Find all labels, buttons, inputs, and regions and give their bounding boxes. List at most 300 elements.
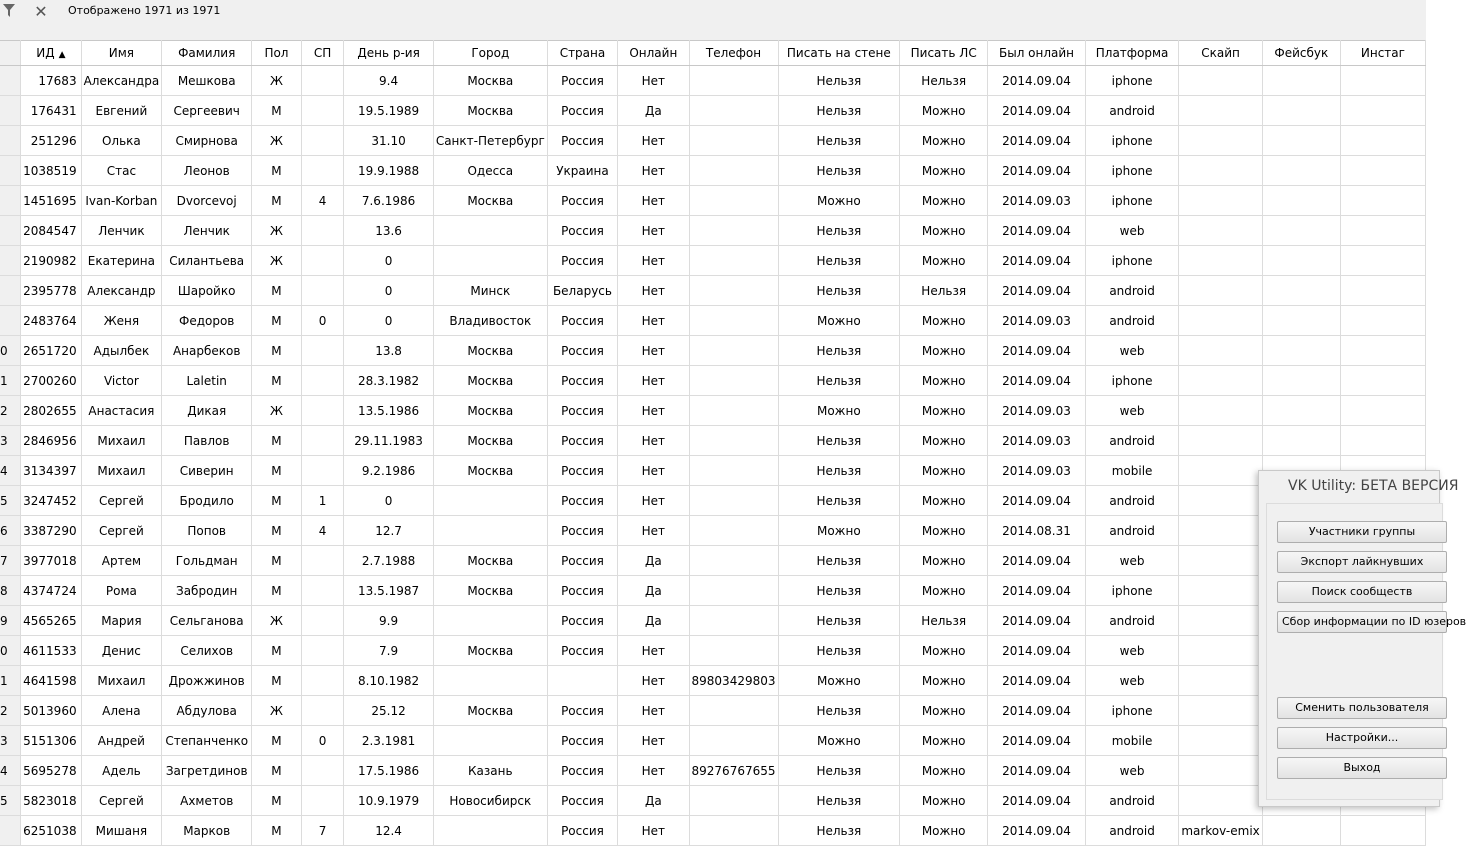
table-row[interactable] (0, 756, 1426, 786)
cell-relationship[interactable] (301, 606, 344, 636)
cell-birthday[interactable]: 2.7.1988 (344, 546, 433, 576)
cell-city[interactable]: Москва (433, 546, 547, 576)
cell-relationship[interactable] (301, 576, 344, 606)
cell-platform[interactable]: web (1085, 636, 1178, 666)
cell-first-name[interactable]: Сергей (81, 516, 162, 546)
cell-city[interactable]: Одесса (433, 156, 547, 186)
cell-sex[interactable]: М (252, 636, 302, 666)
cell-last-seen[interactable]: 2014.09.04 (988, 276, 1086, 306)
cell-instagram[interactable] (1340, 246, 1425, 276)
cell-platform[interactable]: android (1085, 516, 1178, 546)
row-number[interactable]: 1 (0, 666, 21, 696)
row-number[interactable] (0, 246, 21, 276)
cell-first-name[interactable]: Сергей (81, 786, 162, 816)
cell-id[interactable]: 2651720 (21, 336, 81, 366)
cell-private-messages[interactable]: Нельзя (900, 66, 988, 96)
cell-first-name[interactable]: Михаил (81, 456, 162, 486)
column-header-relationship[interactable] (301, 41, 344, 66)
cell-last-seen[interactable]: 2014.09.04 (988, 336, 1086, 366)
cell-platform[interactable]: web (1085, 336, 1178, 366)
cell-online[interactable]: Нет (618, 366, 689, 396)
cell-instagram[interactable] (1340, 186, 1425, 216)
cell-city[interactable]: Москва (433, 576, 547, 606)
cell-relationship[interactable] (301, 636, 344, 666)
cell-facebook[interactable] (1262, 126, 1340, 156)
cell-last-name[interactable]: Попов (162, 516, 252, 546)
cell-online[interactable]: Нет (618, 156, 689, 186)
cell-facebook[interactable] (1262, 306, 1340, 336)
cell-online[interactable]: Да (618, 786, 689, 816)
cell-birthday[interactable]: 9.4 (344, 66, 433, 96)
cell-sex[interactable]: М (252, 726, 302, 756)
clear-filter-icon[interactable]: ✕ (34, 1, 48, 21)
cell-city[interactable] (433, 816, 547, 846)
column-header-last-name[interactable] (162, 41, 252, 66)
cell-platform[interactable]: iphone (1085, 696, 1178, 726)
cell-last-name[interactable]: Сиверин (162, 456, 252, 486)
cell-online[interactable]: Нет (618, 276, 689, 306)
cell-phone[interactable] (689, 486, 778, 516)
cell-id[interactable]: 1451695 (21, 186, 81, 216)
cell-sex[interactable]: Ж (252, 246, 302, 276)
cell-id[interactable]: 5823018 (21, 786, 81, 816)
cell-city[interactable] (433, 246, 547, 276)
row-number[interactable]: 2 (0, 396, 21, 426)
change-user-button[interactable]: Сменить пользователя (1277, 697, 1447, 719)
cell-private-messages[interactable]: Можно (900, 366, 988, 396)
table-row[interactable] (0, 516, 1426, 546)
cell-first-name[interactable]: Екатерина (81, 246, 162, 276)
cell-id[interactable]: 2483764 (21, 306, 81, 336)
cell-private-messages[interactable]: Можно (900, 456, 988, 486)
cell-birthday[interactable]: 0 (344, 306, 433, 336)
cell-platform[interactable]: iphone (1085, 246, 1178, 276)
table-row[interactable] (0, 426, 1426, 456)
cell-birthday[interactable]: 0 (344, 246, 433, 276)
cell-relationship[interactable] (301, 246, 344, 276)
cell-country[interactable] (547, 666, 617, 696)
table-row[interactable] (0, 96, 1426, 126)
cell-wall-posting[interactable]: Нельзя (778, 486, 900, 516)
cell-skype[interactable] (1179, 606, 1262, 636)
cell-skype[interactable] (1179, 396, 1262, 426)
cell-birthday[interactable]: 12.4 (344, 816, 433, 846)
cell-country[interactable]: Россия (547, 366, 617, 396)
cell-last-seen[interactable]: 2014.09.03 (988, 306, 1086, 336)
collect-info-by-id-button[interactable]: Сбор информации по ID юзеров (1277, 611, 1447, 633)
row-number[interactable]: 5 (0, 786, 21, 816)
table-row[interactable] (0, 636, 1426, 666)
cell-id[interactable]: 2395778 (21, 276, 81, 306)
cell-private-messages[interactable]: Можно (900, 426, 988, 456)
column-header-skype[interactable] (1179, 41, 1262, 66)
cell-last-name[interactable]: Бродило (162, 486, 252, 516)
cell-last-seen[interactable]: 2014.09.04 (988, 366, 1086, 396)
cell-country[interactable]: Россия (547, 576, 617, 606)
cell-country[interactable]: Россия (547, 756, 617, 786)
cell-private-messages[interactable]: Можно (900, 126, 988, 156)
cell-city[interactable] (433, 486, 547, 516)
cell-platform[interactable]: iphone (1085, 366, 1178, 396)
cell-birthday[interactable]: 25.12 (344, 696, 433, 726)
cell-sex[interactable]: М (252, 756, 302, 786)
cell-birthday[interactable]: 19.5.1989 (344, 96, 433, 126)
cell-instagram[interactable] (1340, 426, 1425, 456)
cell-last-name[interactable]: Загретдинов (162, 756, 252, 786)
corner-cell[interactable] (0, 41, 21, 66)
cell-skype[interactable] (1179, 66, 1262, 96)
row-number[interactable]: 8 (0, 576, 21, 606)
cell-last-seen[interactable]: 2014.09.04 (988, 756, 1086, 786)
cell-relationship[interactable] (301, 216, 344, 246)
cell-phone[interactable] (689, 366, 778, 396)
cell-first-name[interactable]: Денис (81, 636, 162, 666)
cell-phone[interactable] (689, 66, 778, 96)
cell-id[interactable]: 3387290 (21, 516, 81, 546)
cell-skype[interactable] (1179, 696, 1262, 726)
cell-online[interactable]: Нет (618, 336, 689, 366)
cell-facebook[interactable] (1262, 156, 1340, 186)
cell-last-name[interactable]: Степанченко (162, 726, 252, 756)
cell-instagram[interactable] (1340, 216, 1425, 246)
column-header-phone[interactable] (689, 41, 778, 66)
column-header-online[interactable] (618, 41, 689, 66)
cell-city[interactable]: Москва (433, 96, 547, 126)
cell-phone[interactable] (689, 546, 778, 576)
table-row[interactable] (0, 156, 1426, 186)
cell-birthday[interactable]: 13.6 (344, 216, 433, 246)
table-row[interactable] (0, 306, 1426, 336)
table-row[interactable] (0, 456, 1426, 486)
row-number[interactable]: 3 (0, 426, 21, 456)
cell-id[interactable]: 5151306 (21, 726, 81, 756)
cell-country[interactable]: Россия (547, 306, 617, 336)
cell-first-name[interactable]: Андрей (81, 726, 162, 756)
cell-last-seen[interactable]: 2014.09.03 (988, 396, 1086, 426)
cell-platform[interactable]: web (1085, 546, 1178, 576)
cell-phone[interactable] (689, 336, 778, 366)
cell-last-name[interactable]: Павлов (162, 426, 252, 456)
cell-relationship[interactable] (301, 366, 344, 396)
cell-online[interactable]: Нет (618, 696, 689, 726)
cell-platform[interactable]: mobile (1085, 726, 1178, 756)
cell-country[interactable]: Россия (547, 186, 617, 216)
row-number[interactable]: 4 (0, 756, 21, 786)
cell-last-seen[interactable]: 2014.09.03 (988, 456, 1086, 486)
cell-relationship[interactable] (301, 696, 344, 726)
cell-id[interactable]: 176431 (21, 96, 81, 126)
cell-sex[interactable]: М (252, 96, 302, 126)
cell-wall-posting[interactable]: Нельзя (778, 636, 900, 666)
cell-country[interactable]: Россия (547, 546, 617, 576)
row-number[interactable]: 9 (0, 606, 21, 636)
cell-first-name[interactable]: Артем (81, 546, 162, 576)
cell-skype[interactable] (1179, 186, 1262, 216)
cell-relationship[interactable] (301, 156, 344, 186)
cell-birthday[interactable]: 9.2.1986 (344, 456, 433, 486)
table-row[interactable] (0, 576, 1426, 606)
cell-sex[interactable]: М (252, 426, 302, 456)
cell-relationship[interactable] (301, 396, 344, 426)
cell-online[interactable]: Да (618, 546, 689, 576)
cell-last-seen[interactable]: 2014.09.03 (988, 426, 1086, 456)
cell-facebook[interactable] (1262, 366, 1340, 396)
table-row[interactable] (0, 276, 1426, 306)
cell-id[interactable]: 2846956 (21, 426, 81, 456)
cell-skype[interactable] (1179, 426, 1262, 456)
cell-last-seen[interactable]: 2014.09.04 (988, 636, 1086, 666)
cell-skype[interactable] (1179, 336, 1262, 366)
cell-private-messages[interactable]: Можно (900, 726, 988, 756)
search-communities-button[interactable]: Поиск сообществ (1277, 581, 1447, 603)
cell-online[interactable]: Нет (618, 66, 689, 96)
cell-relationship[interactable] (301, 96, 344, 126)
cell-private-messages[interactable]: Можно (900, 546, 988, 576)
row-number[interactable]: 5 (0, 486, 21, 516)
cell-online[interactable]: Нет (618, 816, 689, 846)
cell-birthday[interactable]: 12.7 (344, 516, 433, 546)
cell-city[interactable]: Москва (433, 336, 547, 366)
table-row[interactable] (0, 126, 1426, 156)
cell-skype[interactable] (1179, 726, 1262, 756)
cell-wall-posting[interactable]: Нельзя (778, 126, 900, 156)
cell-online[interactable]: Нет (618, 186, 689, 216)
cell-sex[interactable]: М (252, 186, 302, 216)
cell-platform[interactable]: iphone (1085, 576, 1178, 606)
cell-relationship[interactable] (301, 666, 344, 696)
cell-phone[interactable]: 89276767655 (689, 756, 778, 786)
cell-relationship[interactable]: 4 (301, 186, 344, 216)
cell-last-seen[interactable]: 2014.09.04 (988, 786, 1086, 816)
row-number[interactable] (0, 276, 21, 306)
cell-id[interactable]: 3977018 (21, 546, 81, 576)
cell-phone[interactable] (689, 606, 778, 636)
cell-sex[interactable]: Ж (252, 126, 302, 156)
cell-first-name[interactable]: Ivan-Korban (81, 186, 162, 216)
cell-facebook[interactable] (1262, 336, 1340, 366)
cell-last-name[interactable]: Силантьева (162, 246, 252, 276)
cell-online[interactable]: Да (618, 606, 689, 636)
cell-phone[interactable] (689, 636, 778, 666)
table-row[interactable] (0, 66, 1426, 96)
cell-last-name[interactable]: Шаройко (162, 276, 252, 306)
cell-last-name[interactable]: Dvorcevoj (162, 186, 252, 216)
cell-instagram[interactable] (1340, 366, 1425, 396)
cell-wall-posting[interactable]: Нельзя (778, 456, 900, 486)
cell-first-name[interactable]: Александра (81, 66, 162, 96)
cell-id[interactable]: 4374724 (21, 576, 81, 606)
cell-wall-posting[interactable]: Нельзя (778, 606, 900, 636)
cell-online[interactable]: Нет (618, 306, 689, 336)
cell-platform[interactable]: android (1085, 306, 1178, 336)
cell-first-name[interactable]: Victor (81, 366, 162, 396)
cell-skype[interactable] (1179, 216, 1262, 246)
cell-wall-posting[interactable]: Можно (778, 726, 900, 756)
column-header-platform[interactable] (1085, 41, 1178, 66)
cell-facebook[interactable] (1262, 246, 1340, 276)
cell-phone[interactable] (689, 156, 778, 186)
cell-wall-posting[interactable]: Нельзя (778, 216, 900, 246)
cell-id[interactable]: 251296 (21, 126, 81, 156)
cell-city[interactable]: Казань (433, 756, 547, 786)
cell-phone[interactable] (689, 516, 778, 546)
cell-last-name[interactable]: Анарбеков (162, 336, 252, 366)
row-number[interactable]: 2 (0, 696, 21, 726)
cell-birthday[interactable]: 13.5.1986 (344, 396, 433, 426)
cell-country[interactable]: Россия (547, 126, 617, 156)
cell-private-messages[interactable]: Можно (900, 636, 988, 666)
cell-first-name[interactable]: Рома (81, 576, 162, 606)
table-row[interactable] (0, 216, 1426, 246)
cell-city[interactable]: Москва (433, 396, 547, 426)
cell-relationship[interactable]: 0 (301, 306, 344, 336)
cell-private-messages[interactable]: Можно (900, 396, 988, 426)
cell-last-seen[interactable]: 2014.09.04 (988, 576, 1086, 606)
cell-relationship[interactable]: 0 (301, 726, 344, 756)
column-header-first-name[interactable] (81, 41, 162, 66)
cell-wall-posting[interactable]: Нельзя (778, 696, 900, 726)
row-number[interactable] (0, 816, 21, 846)
cell-phone[interactable] (689, 786, 778, 816)
row-number[interactable] (0, 96, 21, 126)
cell-phone[interactable] (689, 426, 778, 456)
cell-relationship[interactable] (301, 756, 344, 786)
cell-birthday[interactable]: 7.9 (344, 636, 433, 666)
cell-platform[interactable]: web (1085, 216, 1178, 246)
cell-city[interactable]: Владивосток (433, 306, 547, 336)
cell-last-name[interactable]: Ахметов (162, 786, 252, 816)
cell-last-name[interactable]: Федоров (162, 306, 252, 336)
cell-first-name[interactable]: Анастасия (81, 396, 162, 426)
cell-private-messages[interactable]: Можно (900, 576, 988, 606)
row-number[interactable]: 6 (0, 516, 21, 546)
cell-facebook[interactable] (1262, 96, 1340, 126)
cell-birthday[interactable]: 17.5.1986 (344, 756, 433, 786)
column-header-country[interactable] (547, 41, 617, 66)
cell-relationship[interactable] (301, 66, 344, 96)
cell-sex[interactable]: Ж (252, 66, 302, 96)
cell-id[interactable]: 1038519 (21, 156, 81, 186)
cell-skype[interactable] (1179, 276, 1262, 306)
cell-relationship[interactable] (301, 456, 344, 486)
table-row[interactable] (0, 246, 1426, 276)
cell-private-messages[interactable]: Можно (900, 186, 988, 216)
cell-phone[interactable] (689, 216, 778, 246)
cell-online[interactable]: Да (618, 576, 689, 606)
cell-city[interactable]: Москва (433, 636, 547, 666)
cell-last-name[interactable]: Дрожжинов (162, 666, 252, 696)
cell-last-seen[interactable]: 2014.09.04 (988, 486, 1086, 516)
cell-sex[interactable]: М (252, 546, 302, 576)
cell-facebook[interactable] (1262, 186, 1340, 216)
cell-platform[interactable]: android (1085, 816, 1178, 846)
cell-first-name[interactable]: Мария (81, 606, 162, 636)
exit-button[interactable]: Выход (1277, 757, 1447, 779)
cell-wall-posting[interactable]: Можно (778, 186, 900, 216)
cell-wall-posting[interactable]: Нельзя (778, 786, 900, 816)
cell-country[interactable]: Россия (547, 426, 617, 456)
cell-sex[interactable]: Ж (252, 606, 302, 636)
cell-phone[interactable] (689, 816, 778, 846)
cell-country[interactable]: Россия (547, 486, 617, 516)
cell-last-seen[interactable]: 2014.09.04 (988, 126, 1086, 156)
cell-city[interactable]: Москва (433, 66, 547, 96)
cell-first-name[interactable]: Ленчик (81, 216, 162, 246)
cell-birthday[interactable]: 10.9.1979 (344, 786, 433, 816)
cell-last-name[interactable]: Гольдман (162, 546, 252, 576)
cell-id[interactable]: 6251038 (21, 816, 81, 846)
column-header-id[interactable] (21, 41, 81, 66)
cell-private-messages[interactable]: Можно (900, 666, 988, 696)
cell-facebook[interactable] (1262, 66, 1340, 96)
cell-birthday[interactable]: 19.9.1988 (344, 156, 433, 186)
cell-sex[interactable]: М (252, 456, 302, 486)
cell-city[interactable]: Москва (433, 186, 547, 216)
cell-sex[interactable]: Ж (252, 696, 302, 726)
cell-city[interactable]: Санкт-Петербург (433, 126, 547, 156)
cell-skype[interactable]: markov-emix (1179, 816, 1262, 846)
cell-last-seen[interactable]: 2014.09.04 (988, 666, 1086, 696)
cell-skype[interactable] (1179, 156, 1262, 186)
cell-online[interactable]: Нет (618, 126, 689, 156)
cell-phone[interactable] (689, 306, 778, 336)
cell-instagram[interactable] (1340, 126, 1425, 156)
cell-private-messages[interactable]: Можно (900, 246, 988, 276)
cell-last-name[interactable]: Забродин (162, 576, 252, 606)
cell-sex[interactable]: М (252, 276, 302, 306)
cell-city[interactable] (433, 606, 547, 636)
cell-first-name[interactable]: Евгений (81, 96, 162, 126)
cell-country[interactable]: Россия (547, 696, 617, 726)
cell-private-messages[interactable]: Можно (900, 816, 988, 846)
cell-private-messages[interactable]: Нельзя (900, 606, 988, 636)
cell-private-messages[interactable]: Можно (900, 96, 988, 126)
cell-instagram[interactable] (1340, 816, 1425, 846)
cell-relationship[interactable] (301, 276, 344, 306)
cell-instagram[interactable] (1340, 156, 1425, 186)
table-row[interactable] (0, 786, 1426, 816)
cell-id[interactable]: 2190982 (21, 246, 81, 276)
cell-platform[interactable]: iphone (1085, 156, 1178, 186)
cell-last-name[interactable]: Ленчик (162, 216, 252, 246)
row-number[interactable] (0, 186, 21, 216)
cell-relationship[interactable]: 7 (301, 816, 344, 846)
row-number[interactable]: 0 (0, 636, 21, 666)
cell-sex[interactable]: М (252, 576, 302, 606)
cell-skype[interactable] (1179, 126, 1262, 156)
table-row[interactable] (0, 396, 1426, 426)
cell-private-messages[interactable]: Можно (900, 336, 988, 366)
cell-instagram[interactable] (1340, 96, 1425, 126)
cell-first-name[interactable]: Стас (81, 156, 162, 186)
cell-relationship[interactable] (301, 786, 344, 816)
cell-relationship[interactable]: 1 (301, 486, 344, 516)
cell-private-messages[interactable]: Можно (900, 216, 988, 246)
export-likers-button[interactable]: Экспорт лайкнувших (1277, 551, 1447, 573)
column-header-last-seen[interactable] (988, 41, 1086, 66)
cell-last-name[interactable]: Марков (162, 816, 252, 846)
cell-private-messages[interactable]: Можно (900, 786, 988, 816)
cell-phone[interactable]: 89803429803 (689, 666, 778, 696)
cell-country[interactable]: Россия (547, 456, 617, 486)
cell-online[interactable]: Нет (618, 666, 689, 696)
cell-phone[interactable] (689, 576, 778, 606)
cell-sex[interactable]: М (252, 486, 302, 516)
cell-phone[interactable] (689, 696, 778, 726)
table-row[interactable] (0, 696, 1426, 726)
table-row[interactable] (0, 546, 1426, 576)
row-number[interactable]: 3 (0, 726, 21, 756)
